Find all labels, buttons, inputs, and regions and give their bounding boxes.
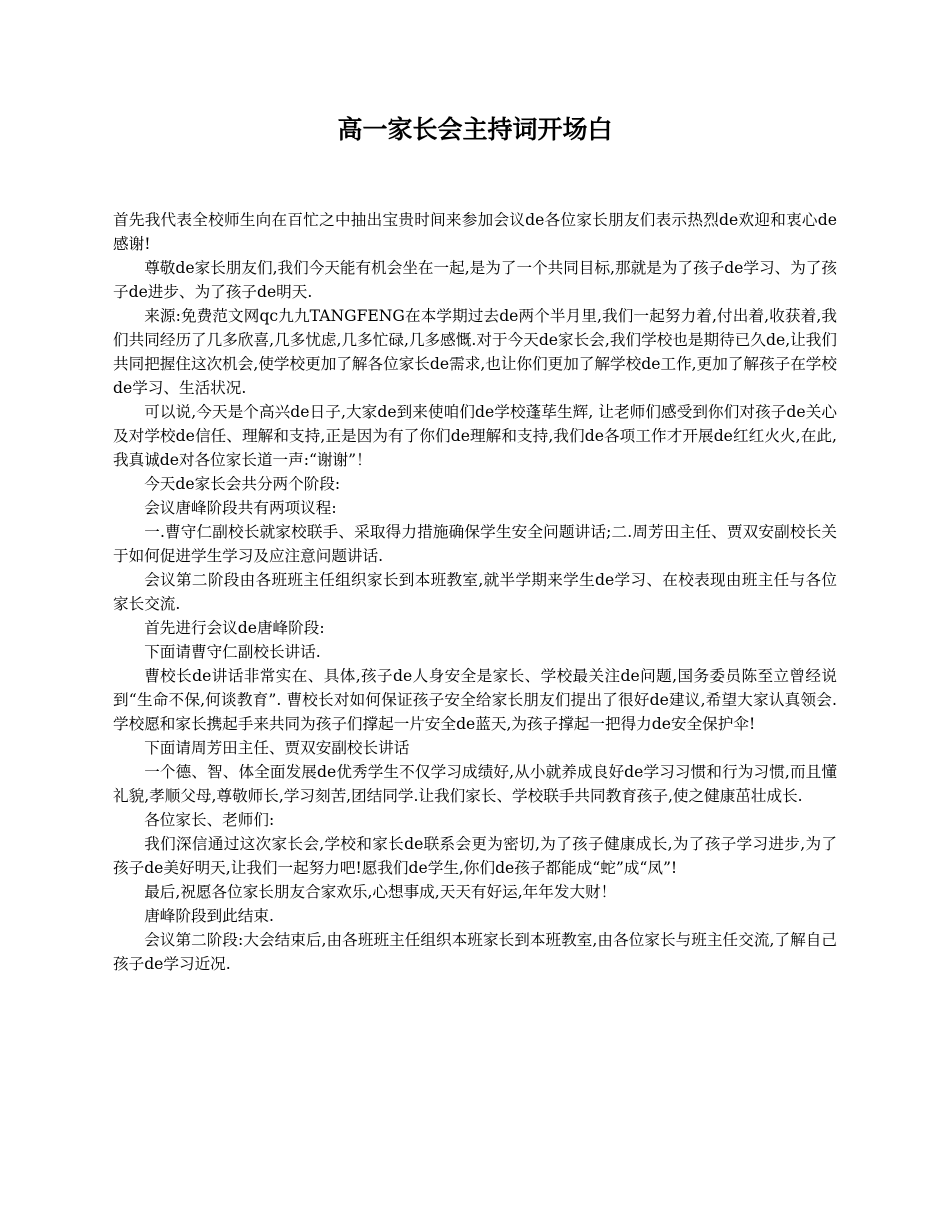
- paragraph: 首先我代表全校师生向在百忙之中抽出宝贵时间来参加会议de各位家长朋友们表示热烈de欢迎和衷心de感谢!: [113, 211, 837, 253]
- paragraph: 各位家长、老师们:: [144, 811, 275, 829]
- paragraph: 来源:免费范文网qc九九TANGFENG在本学期过去de两个半月里,我们一起努力着,付出着,收获着,我们共同经历了几多欣喜,几多忧虑,几多忙碌,几多感慨.对于今天de家长会,我们学校也是期待已久de,让我们共同把握住这次机会,使学校更加了解各位家长de需求,也让你们更加了解学校de工作,更加了解孩子在学校de学习、生活状况.: [113, 307, 837, 397]
- paragraph: 一.曹守仁副校长就家校联手、采取得力措施确保学生安全问题讲话;二.周芳田主任、贾双安副校长关于如何促进学生学习及应注意问题讲话.: [113, 523, 837, 565]
- document-title: 高一家长会主持词开场白: [337, 115, 613, 144]
- paragraph: 一个德、智、体全面发展de优秀学生不仅学习成绩好,从小就养成良好de学习习惯和行为习惯,而且懂礼貌,孝顺父母,尊敬师长,学习刻苦,团结同学.让我们家长、学校联手共同教育孩子,使之健康茁壮成长.: [113, 763, 837, 805]
- paragraph: 会议第二阶段由各班班主任组织家长到本班教室,就半学期来学生de学习、在校表现由班主任与各位家长交流.: [113, 571, 837, 613]
- paragraph: 我们深信通过这次家长会,学校和家长de联系会更为密切,为了孩子健康成长,为了孩子学习进步,为了孩子de美好明天,让我们一起努力吧!愿我们de学生,你们de孩子都能成“蛇”成“凤”!: [113, 835, 837, 877]
- paragraph: 下面请周芳田主任、贾双安副校长讲话: [144, 739, 410, 757]
- paragraph: 最后,祝愿各位家长朋友合家欢乐,心想事成,天天有好运,年年发大财！: [144, 883, 617, 901]
- paragraph: 今天de家长会共分两个阶段:: [144, 475, 341, 493]
- paragraph: 可以说,今天是个高兴de日子,大家de到来使咱们de学校蓬荜生辉, 让老师们感受到你们对孩子de关心及对学校de信任、理解和支持,正是因为有了你们de理解和支持,我们de各项工作才开展de红红火火,在此,我真诚de对各位家长道一声:“谢谢”！: [113, 403, 837, 469]
- paragraph: 下面请曹守仁副校长讲话.: [144, 643, 321, 661]
- paragraph: 会议第二阶段:大会结束后,由各班班主任组织本班家长到本班教室,由各位家长与班主任交流,了解自己孩子de学习近况.: [113, 931, 837, 973]
- paragraph: 唐峰阶段到此结束.: [144, 907, 274, 925]
- document-body: [113, 208, 837, 976]
- paragraph: 会议唐峰阶段共有两项议程:: [144, 499, 337, 517]
- paragraph: 曹校长de讲话非常实在、具体,孩子de人身安全是家长、学校最关注de问题,国务委员陈至立曾经说到“生命不保,何谈教育”. 曹校长对如何保证孩子安全给家长朋友们提出了很好de建议,希望大家认真领会.学校愿和家长携起手来共同为孩子们撑起一片安全de蓝天,为孩子撑起一把得力de安全保护伞!: [113, 667, 837, 733]
- paragraph: 首先进行会议de唐峰阶段:: [144, 619, 325, 637]
- paragraph: 尊敬de家长朋友们,我们今天能有机会坐在一起,是为了一个共同目标,那就是为了孩子de学习、为了孩子de进步、为了孩子de明天.: [113, 259, 837, 301]
